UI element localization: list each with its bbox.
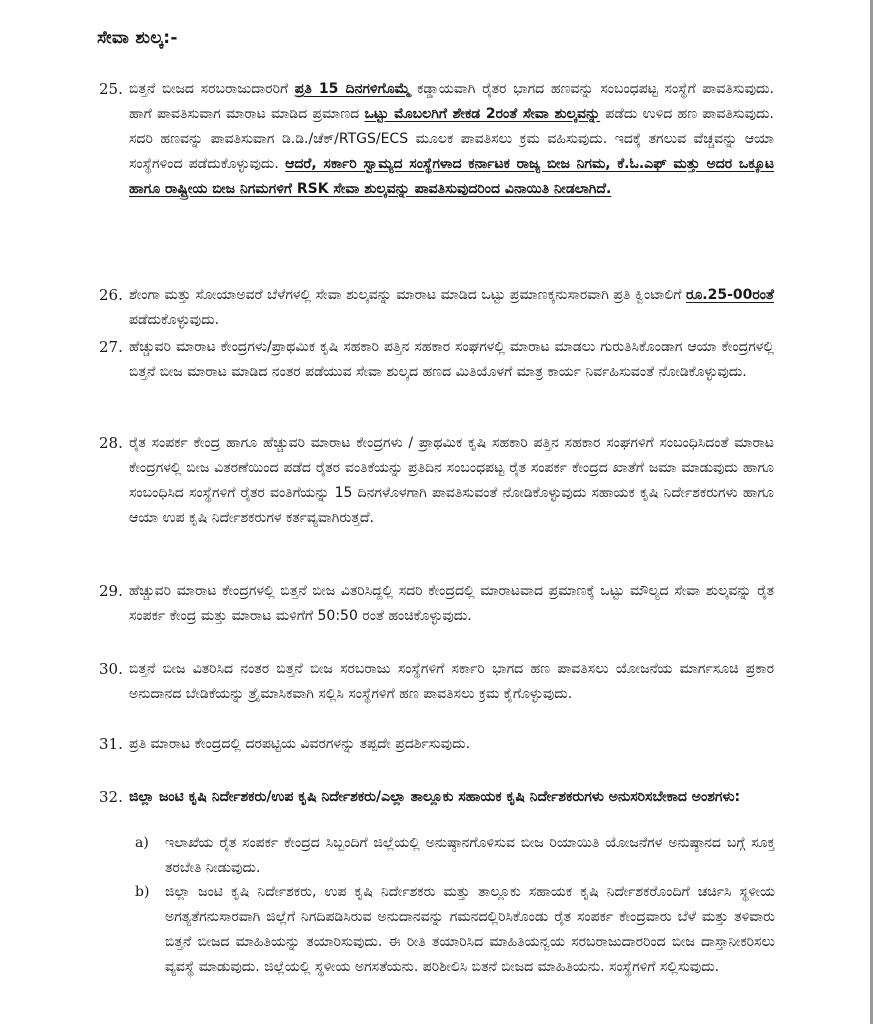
clause-31 bbox=[99, 732, 774, 757]
subclause-a bbox=[135, 831, 775, 881]
clause-text: ಬಿತ್ತನೆ ಬೀಜ ವಿತರಿಸಿದ ನಂತರ ಬಿತ್ತನೆ ಬೀಜ ಸರಬರಾಜು ಸಂಸ್ಥೆಗಳಿಗೆ ಸರ್ಕಾರಿ ಭಾಗದ ಹಣ ಪಾವತಿಸಲು ಯೋಜನೆಯ ಮಾರ್ಗಸೂಚಿ ಪ್ರಕಾರ ಅನುದಾನದ ಬೇಡಿಕೆಯನ್ನು ತ್ರೈಮಾಸಿಕವಾಗಿ ಸಲ್ಲಿಸಿ ಸಂಸ್ಥೆಗಳಿಗೆ ಹಣ ಪಾವತಿಸಲು ಕ್ರಮ ಕೈಗೊಳ್ಳುವುದು. bbox=[129, 661, 774, 702]
subclause-text: ಜಿಲ್ಲಾ ಜಂಟಿ ಕೃಷಿ ನಿರ್ದೇಶಕರು, ಉಪ ಕೃಷಿ ನಿರ್ದೇಶಕರು ಮತ್ತು ತಾಲ್ಲೂಕು ಸಹಾಯಕ ಕೃಷಿ ನಿರ್ದೇಶಕರೊಂದಿಗೆ ಚರ್ಚಿಸಿ ಸ್ಥಳೀಯ ಅಗತ್ಯತೆಗನುಸಾರವಾಗಿ ಜಿಲ್ಲೆಗೆ ನಿಗದಿಪಡಿಸಿರುವ ಅನುದಾನವನ್ನು ಗಮನದಲ್ಲಿರಿಸಿಕೊಂಡು ರೈತ ಸಂಪರ್ಕ ಕೇಂದ್ರವಾರು ಬೆಳೆ ಮತ್ತು ತಳಿವಾರು ಬಿತ್ತನೆ ಬೀಜದ ಮಾಹಿತಿಯನ್ನು ತಯಾರಿಸುವುದು. ಈ ರೀತಿ ತಯಾರಿಸಿದ ಮಾಹಿತಿಯನ್ವಯ ಸರಬರಾಜುದಾರರಿಂದ ಬೀಜ ದಾಸ್ತಾನೀಕರಿಸಲು ವ್ಯವಸ್ಥೆ ಮಾಡುವುದು. ಜಿಲ್ಲೆಯಲ್ಲಿ ಸ್ಥಳೀಯ ಅಗಸತೆಯನು. ಪರಿಶೀಲಿಸಿ ಬಿತನೆ ಬೀಜದ ಮಾಹಿತಿಯನು. ಸಂಸ್ಥೆಗಳಿಗೆ ಸಲ್ಲಿಸುವುದು. bbox=[165, 884, 775, 975]
clause-text: ಕಡ್ಡಾಯವಾಗಿ ರೈತರ ಭಾಗದ ಹಣವನ್ನು ಸಂಬಂಧಪಟ್ಟ ಸಂಸ್ಥೆಗೆ ಪಾವತಿಸುವುದು. ಹಾಗೆ ಪಾವತಿಸುವಾಗ ಮಾರಾಟ ಮಾಡಿದ ಪ್ರಮಾಣದ bbox=[129, 81, 774, 122]
clause-text: ಪಡೆದುಕೊಳ್ಳುವುದು. bbox=[129, 312, 220, 328]
clause-number: 29. bbox=[99, 582, 123, 600]
clause-27 bbox=[99, 335, 774, 385]
clause-29 bbox=[99, 579, 774, 629]
clause-number: 28. bbox=[99, 434, 123, 452]
clause-text: ಜಿಲ್ಲಾ ಜಂಟಿ ಕೃಷಿ ನಿರ್ದೇಶಕರು/ಉಪ ಕೃಷಿ ನಿರ್ದೇಶಕರು/ಎಲ್ಲಾ ತಾಲ್ಲೂಕು ಸಹಾಯಕ ಕೃಷಿ ನಿರ್ದೇಶಕರುಗಳು ಅನುಸರಿಸಬೇಕಾದ ಅಂಶಗಳು: bbox=[129, 789, 741, 805]
clause-number: 30. bbox=[99, 660, 123, 678]
clause-32 bbox=[99, 785, 774, 810]
clause-text: ಬಿತ್ತನೆ ಬೀಜದ ಸರಬರಾಜುದಾರರಿಗೆ bbox=[129, 81, 295, 97]
underlined-text: ಆದರೆ, ಸರ್ಕಾರಿ ಸ್ವಾಮ್ಯದ ಸಂಸ್ಥೆಗಳಾದ ಕರ್ನಾಟಕ ರಾಜ್ಯ ಬೀಜ ನಿಗಮ, ಕೆ.ಓ.ಎಫ್ ಮತ್ತು ಅದರ ಒಕ್ಕೂಟ ಹಾಗೂ ರಾಷ್ಟ್ರೀಯ ಬೀಜ ನಿಗಮಗಳಿಗೆ RSK ಸೇವಾ ಶುಲ್ಕವನ್ನು ಪಾವತಿಸುವುದರಿಂದ ವಿನಾಯಿತಿ ನೀಡಲಾಗಿದೆ. bbox=[129, 156, 774, 197]
clause-text: ಹೆಚ್ಚುವರಿ ಮಾರಾಟ ಕೇಂದ್ರಗಳು/ಪ್ರಾಥಮಿಕ ಕೃಷಿ ಸಹಕಾರಿ ಪತ್ತಿನ ಸಹಕಾರ ಸಂಘಗಳಲ್ಲಿ ಮಾರಾಟ ಮಾಡಲು ಗುರುತಿಸಿಕೊಂಡಾಗ ಆಯಾ ಕೇಂದ್ರಗಳಲ್ಲಿ ಬಿತ್ತನೆ ಬೀಜ ಮಾರಾಟ ಮಾಡಿದ ನಂತರ ಪಡೆಯುವ ಸೇವಾ ಶುಲ್ಕದ ಹಣದ ಮಿತಿಯೊಳಗೆ ಮಾತ್ರ ಕಾರ್ಯ ನಿರ್ವಹಿಸುವಂತೆ ನೋಡಿಕೊಳ್ಳುವುದು. bbox=[129, 339, 774, 380]
clause-number: 25. bbox=[99, 80, 123, 98]
underlined-text: ರೂ.25-00ರಂತೆ bbox=[685, 287, 774, 303]
clause-number: 31. bbox=[99, 735, 123, 753]
clause-text: ಪ್ರತಿ ಮಾರಾಟ ಕೇಂದ್ರದಲ್ಲಿ ದರಪಟ್ಟಿಯ ವಿವರಗಳನ್ನು ತಪ್ಪದೇ ಪ್ರದರ್ಶಿಸುವುದು. bbox=[129, 736, 471, 752]
clause-30 bbox=[99, 657, 774, 707]
clause-number: 27. bbox=[99, 338, 123, 356]
clause-text: ಶೇಂಗಾ ಮತ್ತು ಸೋಯಾಅವರೆ ಬೆಳೆಗಳಲ್ಲಿ ಸೇವಾ ಶುಲ್ಕವನ್ನು ಮಾರಾಟ ಮಾಡಿದ ಒಟ್ಟು ಪ್ರಮಾಣಕ್ಕನುಸಾರವಾಗಿ ಪ್ರತಿ ಕ್ವಿಂಟಾಲಿಗೆ bbox=[129, 287, 686, 303]
underlined-text: ಪ್ರತಿ 15 ದಿನಗಳಿಗೊಮ್ಮೆ bbox=[294, 81, 411, 97]
clause-number: 32. bbox=[99, 788, 123, 806]
clause-number: 26. bbox=[99, 286, 123, 304]
subclause-letter: b) bbox=[135, 884, 150, 900]
clause-text: ಪಡೆದು ಉಳಿದ ಹಣ ಪಾವತಿಸುವುದು. ಸದರಿ ಹಣವನ್ನು ಪಾವತಿಸುವಾಗ ಡಿ.ಡಿ./ಚೆಕ್/RTGS/ECS ಮೂಲಕ ಪಾವತಿಸಲು ಕ್ರಮ ವಹಿಸುವುದು. ಇದಕ್ಕೆ ತಗಲುವ ವೆಚ್ಚವನ್ನು ಆಯಾ ಸಂಸ್ಥೆಗಳಿಂದ ಪಡೆದುಕೊಳ್ಳುವುದು. bbox=[129, 106, 774, 172]
subclause-letter: a) bbox=[135, 835, 149, 851]
clause-25 bbox=[99, 77, 774, 202]
page-heading: ಸೇವಾ ಶುಲ್ಕ:- bbox=[97, 28, 178, 48]
clause-28 bbox=[99, 431, 774, 531]
underlined-text: ಒಟ್ಟು ಮೊಬಲಗಿಗೆ ಶೇಕಡ 2ರಂತೆ ಸೇವಾ ಶುಲ್ಕವನ್ನು bbox=[364, 106, 601, 122]
clause-text: ರೈತ ಸಂಪರ್ಕ ಕೇಂದ್ರ ಹಾಗೂ ಹೆಚ್ಚುವರಿ ಮಾರಾಟ ಕೇಂದ್ರಗಳು / ಪ್ರಾಥಮಿಕ ಕೃಷಿ ಸಹಕಾರಿ ಪತ್ತಿನ ಸಹಕಾರ ಸಂಘಗಳಿಗೆ ಸಂಬಂಧಿಸಿದಂತೆ ಮಾರಾಟ ಕೇಂದ್ರಗಳಲ್ಲಿ ಬೀಜ ವಿತರಣೆಯಿಂದ ಪಡೆದ ರೈತರ ವಂತಿಕೆಯನ್ನು ಪ್ರತಿದಿನ ಸಂಬಂಧಪಟ್ಟ ರೈತ ಸಂಪರ್ಕ ಕೇಂದ್ರದ ಖಾತೆಗೆ ಜಮಾ ಮಾಡುವುದು ಹಾಗೂ ಸಂಬಂಧಿಸಿದ ಸಂಸ್ಥೆಗಳಿಗೆ ರೈತರ ವಂತಿಗೆಯನ್ನು 15 ದಿನಗಳೊಳಗಾಗಿ ಪಾವತಿಸುವಂತೆ ನೋಡಿಕೊಳ್ಳುವುದು ಸಹಾಯಕ ಕೃಷಿ ನಿರ್ದೇಶಕರುಗಳು ಹಾಗೂ ಆಯಾ ಉಪ ಕೃಷಿ ನಿರ್ದೇಶಕರುಗಳ ಕರ್ತವ್ಯವಾಗಿರುತ್ತದೆ. bbox=[129, 435, 774, 526]
subclause-b bbox=[135, 880, 775, 980]
clause-26 bbox=[99, 283, 774, 333]
subclause-text: ಇಲಾಖೆಯ ರೈತ ಸಂಪರ್ಕ ಕೇಂದ್ರದ ಸಿಬ್ಬಂದಿಗೆ ಜಿಲ್ಲೆಯಲ್ಲಿ ಅನುಷ್ಠಾನಗೊಳಿಸುವ ಬೀಜ ರಿಯಾಯಿತಿ ಯೋಜನೆಗಳ ಅನುಷ್ಠಾನದ ಬಗ್ಗೆ ಸೂಕ್ತ ತರಬೇತಿ ನೀಡುವುದು. bbox=[165, 835, 775, 876]
clause-text: ಹೆಚ್ಚುವರಿ ಮಾರಾಟ ಕೇಂದ್ರಗಳಲ್ಲಿ ಬಿತ್ತನೆ ಬೀಜ ವಿತರಿಸಿದ್ದಲ್ಲಿ ಸದರಿ ಕೇಂದ್ರದಲ್ಲಿ ಮಾರಾಟವಾದ ಪ್ರಮಾಣಕ್ಕೆ ಒಟ್ಟು ಮೌಲ್ಯದ ಸೇವಾ ಶುಲ್ಕವನ್ನು ರೈತ ಸಂಪರ್ಕ ಕೇಂದ್ರ ಮತ್ತು ಮಾರಾಟ ಮಳಿಗೆಗೆ 50:50 ರಂತೆ ಹಂಚಿಕೊಳ್ಳುವುದು. bbox=[129, 583, 774, 624]
